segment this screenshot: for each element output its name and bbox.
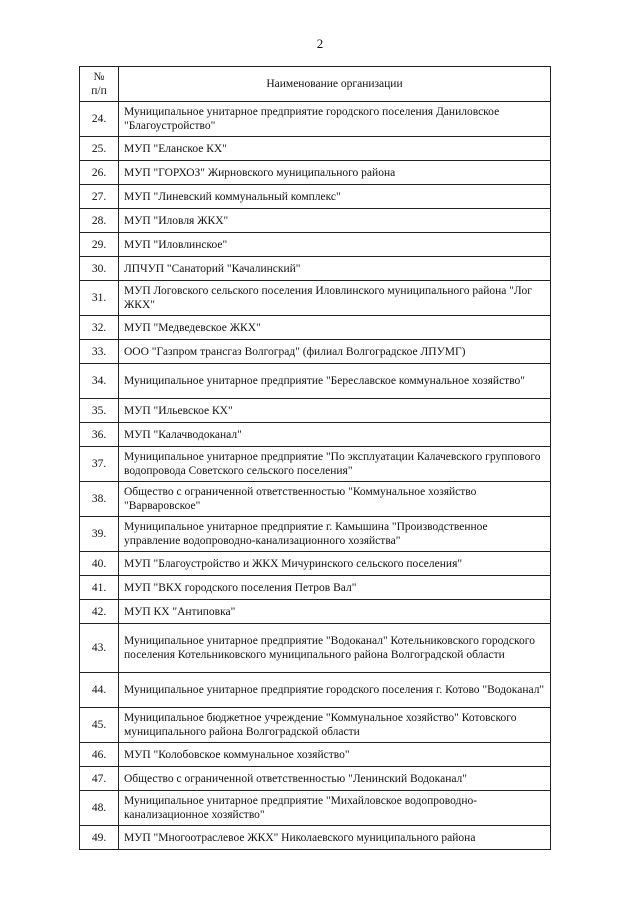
table-row [80, 708, 551, 743]
table-row [80, 517, 551, 552]
row-number: 43. [80, 624, 119, 673]
table-row [80, 447, 551, 482]
organization-name: Муниципальное унитарное предприятие "Михайловское водопроводно-канализационное хозяйство" [119, 791, 551, 826]
row-number: 25. [80, 137, 119, 161]
row-number: 31. [80, 281, 119, 316]
organization-name: МУП "Ильевское КХ" [119, 399, 551, 423]
column-header-number [80, 67, 119, 102]
organization-name: МУП "Калачводоканал" [119, 423, 551, 447]
column-header-number-label: № п/п [91, 71, 107, 97]
organizations-table [79, 66, 551, 850]
table-row [80, 826, 551, 850]
table-row [80, 576, 551, 600]
table-row [80, 364, 551, 399]
organization-name: МУП "Линевский коммунальный комплекс" [119, 185, 551, 209]
organization-name: Муниципальное унитарное предприятие "По эксплуатации Калачевского группового водопровода Советского сельского поселения" [119, 447, 551, 482]
table-row [80, 281, 551, 316]
page-number: 2 [316, 36, 324, 51]
row-number: 40. [80, 552, 119, 576]
table-row [80, 257, 551, 281]
organization-name: Муниципальное унитарное предприятие городского поселения Даниловское "Благоустройство" [119, 102, 551, 137]
row-number: 36. [80, 423, 119, 447]
organization-name: МУП "Иловля ЖКХ" [119, 209, 551, 233]
table-row [80, 316, 551, 340]
organization-name: Муниципальное унитарное предприятие городского поселения г. Котово "Водоканал" [119, 673, 551, 708]
table-row [80, 137, 551, 161]
table-row [80, 624, 551, 673]
row-number: 41. [80, 576, 119, 600]
organization-name: МУП "Колобовское коммунальное хозяйство" [119, 743, 551, 767]
row-number: 34. [80, 364, 119, 399]
organization-name: Муниципальное бюджетное учреждение "Коммунальное хозяйство" Котовского муниципального района Волгоградской области [119, 708, 551, 743]
row-number: 46. [80, 743, 119, 767]
row-number: 49. [80, 826, 119, 850]
table-row [80, 743, 551, 767]
row-number: 30. [80, 257, 119, 281]
table-header-row [80, 67, 551, 102]
row-number: 44. [80, 673, 119, 708]
organization-name: МУП "Иловлинское" [119, 233, 551, 257]
table-row [80, 791, 551, 826]
row-number: 45. [80, 708, 119, 743]
table-row [80, 673, 551, 708]
column-header-name [119, 67, 551, 102]
row-number: 35. [80, 399, 119, 423]
organization-name: ООО "Газпром трансгаз Волгоград" (филиал Волгоградское ЛПУМГ) [119, 340, 551, 364]
row-number: 39. [80, 517, 119, 552]
table-row [80, 482, 551, 517]
row-number: 42. [80, 600, 119, 624]
row-number: 38. [80, 482, 119, 517]
row-number: 37. [80, 447, 119, 482]
organization-name: Муниципальное унитарное предприятие г. Камышина "Производственное управление водопроводно-канализационного хозяйства" [119, 517, 551, 552]
organization-name: МУП Логовского сельского поселения Иловлинского муниципального района "Лог ЖКХ" [119, 281, 551, 316]
row-number: 47. [80, 767, 119, 791]
organization-name: Муниципальное унитарное предприятие "Береславское коммунальное хозяйство" [119, 364, 551, 399]
table-row [80, 600, 551, 624]
organization-name: МУП "ГОРХОЗ" Жирновского муниципального района [119, 161, 551, 185]
table-row [80, 209, 551, 233]
organization-name: Общество с ограниченной ответственностью "Коммунальное хозяйство "Варваровское" [119, 482, 551, 517]
organization-name: ЛПЧУП "Санаторий "Качалинский" [119, 257, 551, 281]
organization-name: МУП "Медведевское ЖКХ" [119, 316, 551, 340]
row-number: 26. [80, 161, 119, 185]
organization-name: МУП "Многоотраслевое ЖКХ" Николаевского муниципального района [119, 826, 551, 850]
organization-name: МУП "Благоустройство и ЖКХ Мичуринского сельского поселения" [119, 552, 551, 576]
row-number: 48. [80, 791, 119, 826]
table-row [80, 340, 551, 364]
table-row [80, 552, 551, 576]
organization-name: МУП КХ "Антиповка" [119, 600, 551, 624]
row-number: 29. [80, 233, 119, 257]
table-row [80, 161, 551, 185]
organization-name: Общество с ограниченной ответственностью "Ленинский Водоканал" [119, 767, 551, 791]
table-body [80, 102, 551, 850]
table-row [80, 233, 551, 257]
table-row [80, 423, 551, 447]
organization-name: МУП "ВКХ городского поселения Петров Вал" [119, 576, 551, 600]
table-row [80, 102, 551, 137]
row-number: 32. [80, 316, 119, 340]
row-number: 33. [80, 340, 119, 364]
table-row [80, 767, 551, 791]
row-number: 27. [80, 185, 119, 209]
organization-name: Муниципальное унитарное предприятие "Водоканал" Котельниковского городского поселения Котельниковского муниципального района Волгоградской области [119, 624, 551, 673]
row-number: 24. [80, 102, 119, 137]
table-row [80, 399, 551, 423]
table-row [80, 185, 551, 209]
row-number: 28. [80, 209, 119, 233]
column-header-name-label: Наименование организации [266, 78, 403, 90]
organization-name: МУП "Еланское КХ" [119, 137, 551, 161]
